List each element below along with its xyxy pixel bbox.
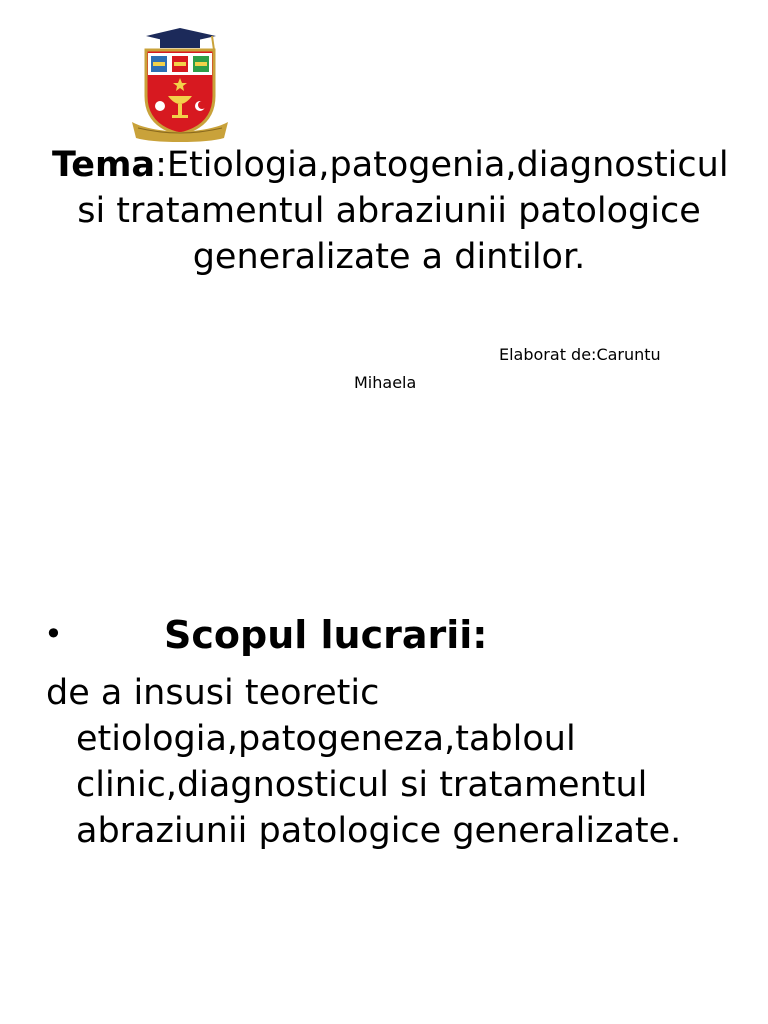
section-bullet: • xyxy=(44,615,63,653)
section-body: de a insusi teoretic etiologia,patogeneza,tabloul clinic,diagnosticul si tratamentul abraziunii patologice generalizate. xyxy=(46,673,682,851)
section-heading: Scopul lucrarii: xyxy=(164,613,488,657)
document-title xyxy=(52,142,729,280)
author-line-2: Mihaela xyxy=(354,373,417,392)
author-line-1: Elaborat de:Caruntu xyxy=(499,345,661,364)
title-text: :Etiologia,patogenia,diagnosticul si tratamentul abraziunii patologice generalizate a dintilor. xyxy=(77,145,729,277)
university-crest-icon xyxy=(126,26,234,144)
title-lead: Tema xyxy=(52,145,156,185)
